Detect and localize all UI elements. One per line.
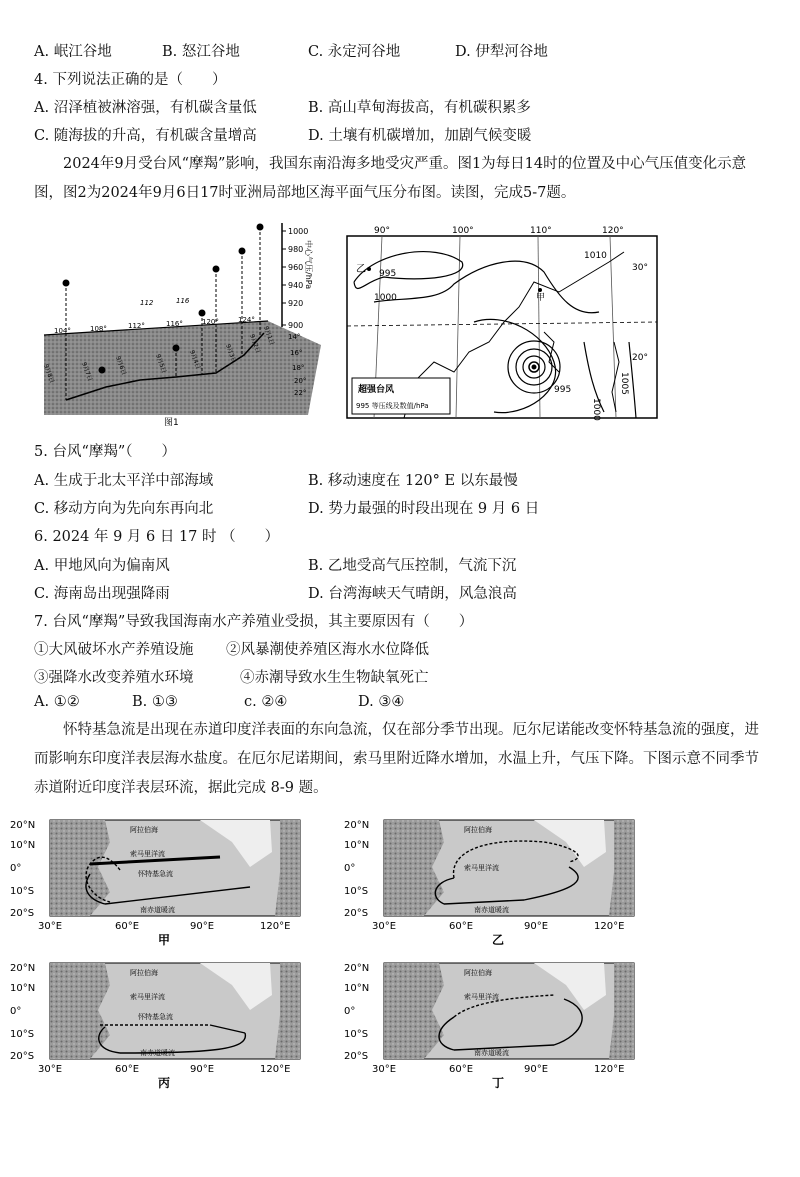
lon-label: 30°E <box>372 921 397 932</box>
q3-option-b: B. 怒江谷地 <box>162 44 240 60</box>
lon-label: 120°E <box>594 921 625 932</box>
label-wyrtki-jet: 怀特基急流 <box>138 1013 173 1021</box>
svg-text:108°: 108° <box>90 325 107 333</box>
lat-label: 10°S <box>344 1029 369 1040</box>
figure-1-caption: 图1 <box>164 418 179 428</box>
lat-label: 10°N <box>10 840 36 851</box>
lat-label: 10°N <box>344 983 370 994</box>
q5-stem: 5. 台风“摩羯”（ ） <box>34 444 177 460</box>
q7-item-2: ②风暴潮使养殖区海水水位降低 <box>226 642 429 658</box>
lat-label: 10°S <box>344 886 369 897</box>
svg-text:1000: 1000 <box>591 398 601 421</box>
svg-text:995: 995 <box>379 269 397 279</box>
panel-caption: 甲 <box>158 933 171 947</box>
fig2-lon-labels <box>374 226 624 236</box>
panel-caption: 乙 <box>492 933 505 947</box>
top-labels <box>140 297 190 307</box>
place-jia: 甲 <box>536 293 546 303</box>
q5-option-b: B. 移动速度在 120° E 以东最慢 <box>308 473 518 489</box>
q5-option-a: A. 生成于北太平洋中部海域 <box>34 473 214 489</box>
lon-label: 120°E <box>594 1064 625 1075</box>
lat-label: 20°N <box>10 963 36 974</box>
q7-item-1: ①大风破坏水产养殖设施 <box>34 642 194 658</box>
svg-text:1005: 1005 <box>619 372 629 395</box>
q4-option-b: B. 高山草甸海拔高，有机碳积累多 <box>308 100 531 116</box>
lon-label: 30°E <box>372 1064 397 1075</box>
q7-stem: 7. 台风“摩羯”导致我国海南水产养殖业受损，其主要原因有（ ） <box>34 614 474 630</box>
q4-stem: 4. 下列说法正确的是（ ） <box>34 72 227 88</box>
lon-label: 90°E <box>190 921 215 932</box>
lon-label: 120°E <box>260 921 291 932</box>
svg-text:18°: 18° <box>292 364 305 372</box>
lon-label: 60°E <box>115 921 140 932</box>
lon-label: 90°E <box>524 921 549 932</box>
lon-label: 120°E <box>260 1064 291 1075</box>
lat-label: 20°S <box>10 1051 35 1062</box>
label-somali-current: 索马里洋流 <box>464 864 499 872</box>
label-arabian-sea: 阿拉伯海 <box>464 826 492 834</box>
svg-text:22°: 22° <box>294 389 307 397</box>
q5-option-d: D. 势力最强的时段出现在 9 月 6 日 <box>308 501 540 517</box>
q3-option-c: C. 永定河谷地 <box>308 44 401 60</box>
q4-option-a: A. 沼泽植被淋溶强，有机碳含量低 <box>34 100 257 116</box>
svg-text:9月4日: 9月4日 <box>188 349 202 371</box>
svg-text:30°: 30° <box>632 263 648 273</box>
label-somali-current: 索马里洋流 <box>130 993 165 1001</box>
lat-label: 20°S <box>10 908 35 919</box>
q6-option-d: D. 台湾海峡天气晴朗，风急浪高 <box>308 586 517 602</box>
svg-text:112: 112 <box>140 299 154 307</box>
svg-text:920: 920 <box>288 299 304 308</box>
intro-typhoon: 2024年9月受台风“摩羯”影响，我国东南沿海多地受灾严重。图1为每日14时的位置及中心气压值变化示意图，图2为2024年9月6日17时亚洲局部地区海平面气压分布图。读图，完成5-7题。 <box>34 156 747 201</box>
svg-text:9月6日: 9月6日 <box>114 355 128 377</box>
q7-option-a: A. ①② <box>34 694 80 710</box>
svg-text:16°: 16° <box>290 349 303 357</box>
lat-label: 20°S <box>344 908 369 919</box>
svg-text:14°: 14° <box>288 333 301 341</box>
circulation-panel-4 <box>344 955 644 1090</box>
lat-label: 10°N <box>344 840 370 851</box>
svg-text:104°: 104° <box>54 327 71 335</box>
svg-text:995: 995 <box>554 385 572 395</box>
label-somali-current: 索马里洋流 <box>464 993 499 1001</box>
svg-text:116: 116 <box>176 297 190 305</box>
label-wyrtki-jet: 怀特基急流 <box>138 870 173 878</box>
lat-label: 10°S <box>10 1029 35 1040</box>
svg-text:1000: 1000 <box>374 293 397 303</box>
svg-text:116°: 116° <box>166 320 183 328</box>
circulation-panel-2 <box>344 812 644 947</box>
svg-text:120°: 120° <box>202 318 219 326</box>
lon-label: 60°E <box>449 1064 474 1075</box>
figure-1-typhoon-track <box>36 215 336 430</box>
circulation-panel-3 <box>10 955 310 1090</box>
lat-label: 20°S <box>344 1051 369 1062</box>
svg-text:112°: 112° <box>128 322 145 330</box>
lon-label: 60°E <box>449 921 474 932</box>
svg-text:20°: 20° <box>632 353 648 363</box>
q7-option-b: B. ①③ <box>132 694 178 710</box>
label-arabian-sea: 阿拉伯海 <box>130 826 158 834</box>
q6-option-a: A. 甲地风向为偏南风 <box>34 558 170 574</box>
q6-stem: 6. 2024 年 9 月 6 日 17 时 （ ） <box>34 529 280 545</box>
lon-label: 90°E <box>524 1064 549 1075</box>
lat-label: 20°N <box>344 963 370 974</box>
svg-text:940: 940 <box>288 281 304 290</box>
svg-text:1000: 1000 <box>288 227 309 236</box>
svg-text:110°: 110° <box>530 226 552 236</box>
lat-label: 20°N <box>10 820 36 831</box>
svg-text:995 等压线及数值/hPa: 995 等压线及数值/hPa <box>356 402 429 410</box>
place-yi: 乙 <box>356 264 366 275</box>
label-south-equatorial-current: 南赤道暖流 <box>140 906 175 914</box>
q3-option-d: D. 伊犁河谷地 <box>455 44 548 60</box>
svg-text:100°: 100° <box>452 226 474 236</box>
svg-text:9月7日: 9月7日 <box>80 361 94 383</box>
q3-option-a: A. 岷江谷地 <box>34 44 112 60</box>
q4-option-d: D. 土壤有机碳增加，加剧气候变暖 <box>308 128 532 144</box>
svg-text:90°: 90° <box>374 226 390 236</box>
lat-label: 20°N <box>344 820 370 831</box>
lon-label: 60°E <box>115 1064 140 1075</box>
svg-text:1010: 1010 <box>584 251 607 261</box>
q6-option-c: C. 海南岛出现强降雨 <box>34 586 170 602</box>
q6-option-b: B. 乙地受高气压控制，气流下沉 <box>308 558 517 574</box>
label-somali-current: 索马里洋流 <box>130 850 165 858</box>
svg-text:9月8日: 9月8日 <box>42 363 56 385</box>
q7-item-3: ③强降水改变养殖水环境 <box>34 670 194 686</box>
intro-wyrtki-jet: 怀特基急流是出现在赤道印度洋表面的东向急流，仅在部分季节出现。厄尔尼诺能改变怀特基急流的强度，进而影响东印度洋表层海水盐度。在厄尔尼诺期间，索马里附近降水增加，水温上升，气压下降。下图示意不同季节赤道附近印度洋表层环流，据此完成 8-9 题。 <box>34 722 759 796</box>
svg-text:9月3日: 9月3日 <box>224 343 238 365</box>
svg-text:超强台风: 超强台风 <box>358 385 395 395</box>
lon-label: 30°E <box>38 921 63 932</box>
lat-label: 10°S <box>10 886 35 897</box>
svg-text:120°: 120° <box>602 226 624 236</box>
q7-item-4: ④赤潮导致水生生物缺氧死亡 <box>240 670 429 686</box>
figure-2-pressure-map <box>344 222 664 422</box>
svg-text:20°: 20° <box>294 377 307 385</box>
label-arabian-sea: 阿拉伯海 <box>464 969 492 977</box>
svg-text:960: 960 <box>288 263 304 272</box>
label-south-equatorial-current: 南赤道暖流 <box>474 1049 509 1057</box>
q4-option-c: C. 随海拔的升高，有机碳含量增高 <box>34 128 257 144</box>
circulation-panel-1 <box>10 812 310 947</box>
q7-option-c: c. ②④ <box>244 694 288 710</box>
label-south-equatorial-current: 南赤道暖流 <box>140 1049 175 1057</box>
svg-text:9月2日: 9月2日 <box>248 333 262 355</box>
lon-label: 30°E <box>38 1064 63 1075</box>
label-arabian-sea: 阿拉伯海 <box>130 969 158 977</box>
q5-option-c: C. 移动方向为先向东再向北 <box>34 501 214 517</box>
svg-text:900: 900 <box>288 321 304 330</box>
lat-label: 0° <box>344 863 356 874</box>
lat-label: 0° <box>10 863 22 874</box>
svg-text:124°: 124° <box>238 316 255 324</box>
lat-label: 0° <box>10 1006 22 1017</box>
q7-option-d: D. ③④ <box>358 694 405 710</box>
svg-text:9月5日: 9月5日 <box>154 353 168 375</box>
svg-text:980: 980 <box>288 245 304 254</box>
panel-caption: 丙 <box>158 1076 171 1090</box>
svg-text:9月1日: 9月1日 <box>262 325 276 347</box>
lat-label: 10°N <box>10 983 36 994</box>
label-south-equatorial-current: 南赤道暖流 <box>474 906 509 914</box>
lat-label: 0° <box>344 1006 356 1017</box>
panel-caption: 丁 <box>492 1076 505 1090</box>
pressure-axis-label: 中心气压/hPa <box>304 240 313 290</box>
lon-label: 90°E <box>190 1064 215 1075</box>
typhoon-symbol <box>508 341 560 393</box>
